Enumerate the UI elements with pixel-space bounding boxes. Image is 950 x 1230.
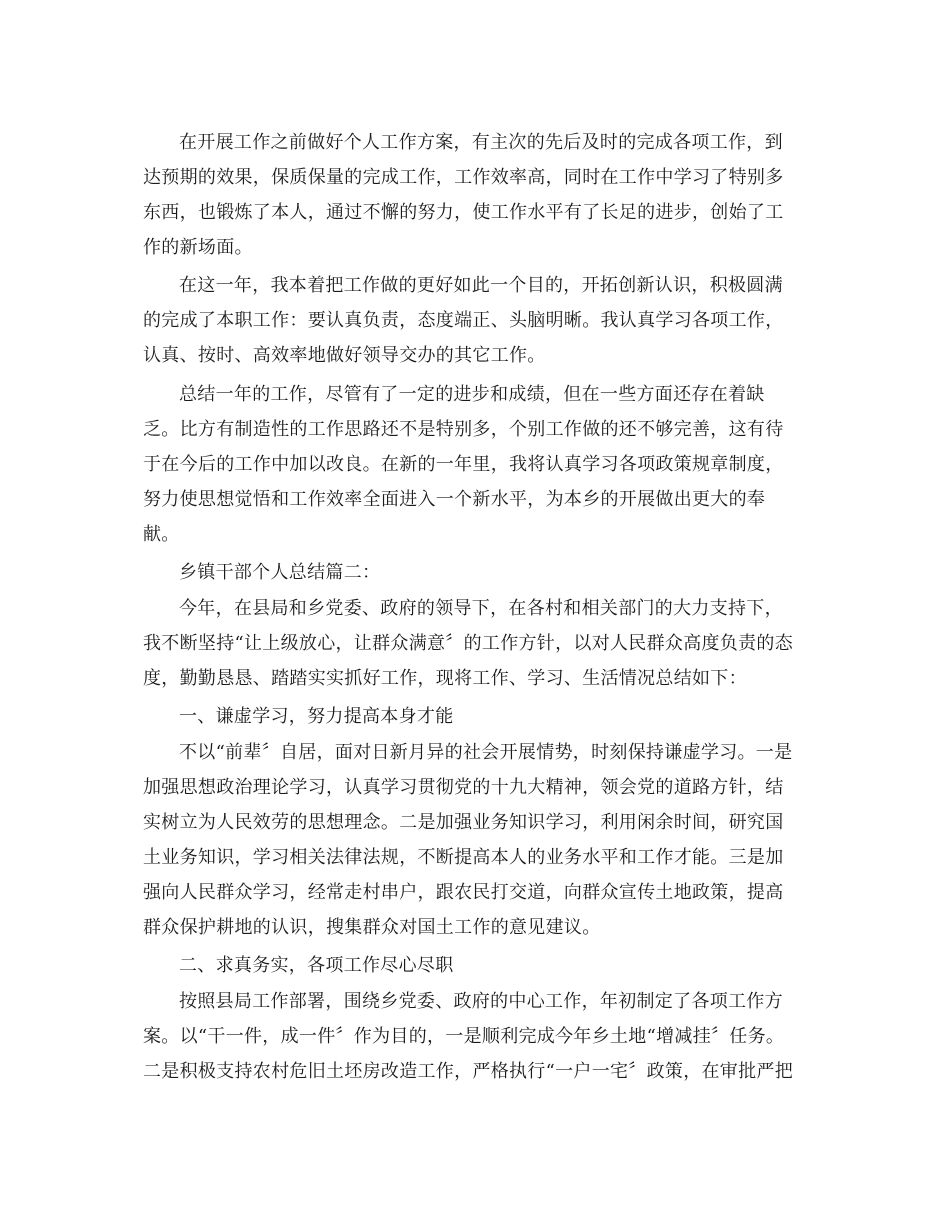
text-line: 总结一年的工作，尽管有了一定的进步和成绩，但在一些方面还存在着缺 [179,384,765,405]
text-line: 作的新场面。 [143,237,253,258]
text-line: 二是积极支持农村危旧土坯房改造工作，严格执行“一户一宅〞政策，在审批严把 [143,1061,793,1082]
text-line: 不以“前辈〞自居，面对日新月异的社会开展情势，时刻保持谦虚学习。一是 [179,742,793,763]
text-line: 按照县局工作部署，围绕乡党委、政府的中心工作，年初制定了各项工作方 [179,991,783,1012]
text-line: 群众保护耕地的认识，搜集群众对国土工作的意见建议。 [143,917,601,938]
text-line: 在这一年，我本着把工作做的更好如此一个目的，开拓创新认识，积极圆满 [179,275,783,296]
text-line: 土业务知识，学习相关法律法规，不断提高本人的业务水平和工作才能。三是加 [143,847,784,868]
text-line: 达预期的效果，保质保量的完成工作，工作效率高，同时在工作中学习了特别多 [143,167,784,188]
text-line: 努力使思想觉悟和工作效率全面进入一个新水平，为本乡的开展做出更大的奉 [143,489,766,510]
section-heading: 乡镇干部个人总结篇二： [179,562,381,583]
text-line: 的完成了本职工作：要认真负责，态度端正、头脑明晰。我认真学习各项工作， [143,310,784,331]
text-line: 献。 [143,524,180,545]
text-line: 加强思想政治理论学习，认真学习贯彻党的十九大精神，领会党的道路方针，结 [143,777,784,798]
text-line: 强向人民群众学习，经常走村串户，跟农民打交道，向群众宣传土地政策，提高 [143,882,784,903]
text-line: 于在今后的工作中加以改良。在新的一年里，我将认真学习各项政策规章制度， [143,454,784,475]
text-line: 我不断坚持“让上级放心，让群众满意〞的工作方针，以对人民群众高度负责的态 [143,633,793,654]
subsection-heading: 二、求真务实，各项工作尽心尽职 [179,955,454,976]
text-line: 乏。比方有制造性的工作思路还不是特别多，个别工作做的还不够完善，这有待 [143,419,784,440]
text-line: 在开展工作之前做好个人工作方案，有主次的先后及时的完成各项工作，到 [179,132,783,153]
text-line: 实树立为人民效劳的思想理念。二是加强业务知识学习，利用闲余时间，研究国 [143,812,784,833]
text-line: 认真、按时、高效率地做好领导交办的其它工作。 [143,345,546,366]
text-line: 度，勤勤恳恳、踏踏实实抓好工作，现将工作、学习、生活情况总结如下： [143,668,747,689]
subsection-heading: 一、谦虚学习，努力提高本身才能 [179,706,454,727]
text-line: 今年，在县局和乡党委、政府的领导下，在各村和相关部门的大力支持下， [179,598,783,619]
text-line: 案。以“干一件，成一件〞作为目的，一是顺利完成今年乡土地“增减挂〞任务。 [143,1026,785,1047]
text-line: 东西，也锻炼了本人，通过不懈的努力，使工作水平有了长足的进步，创始了工 [143,202,784,223]
